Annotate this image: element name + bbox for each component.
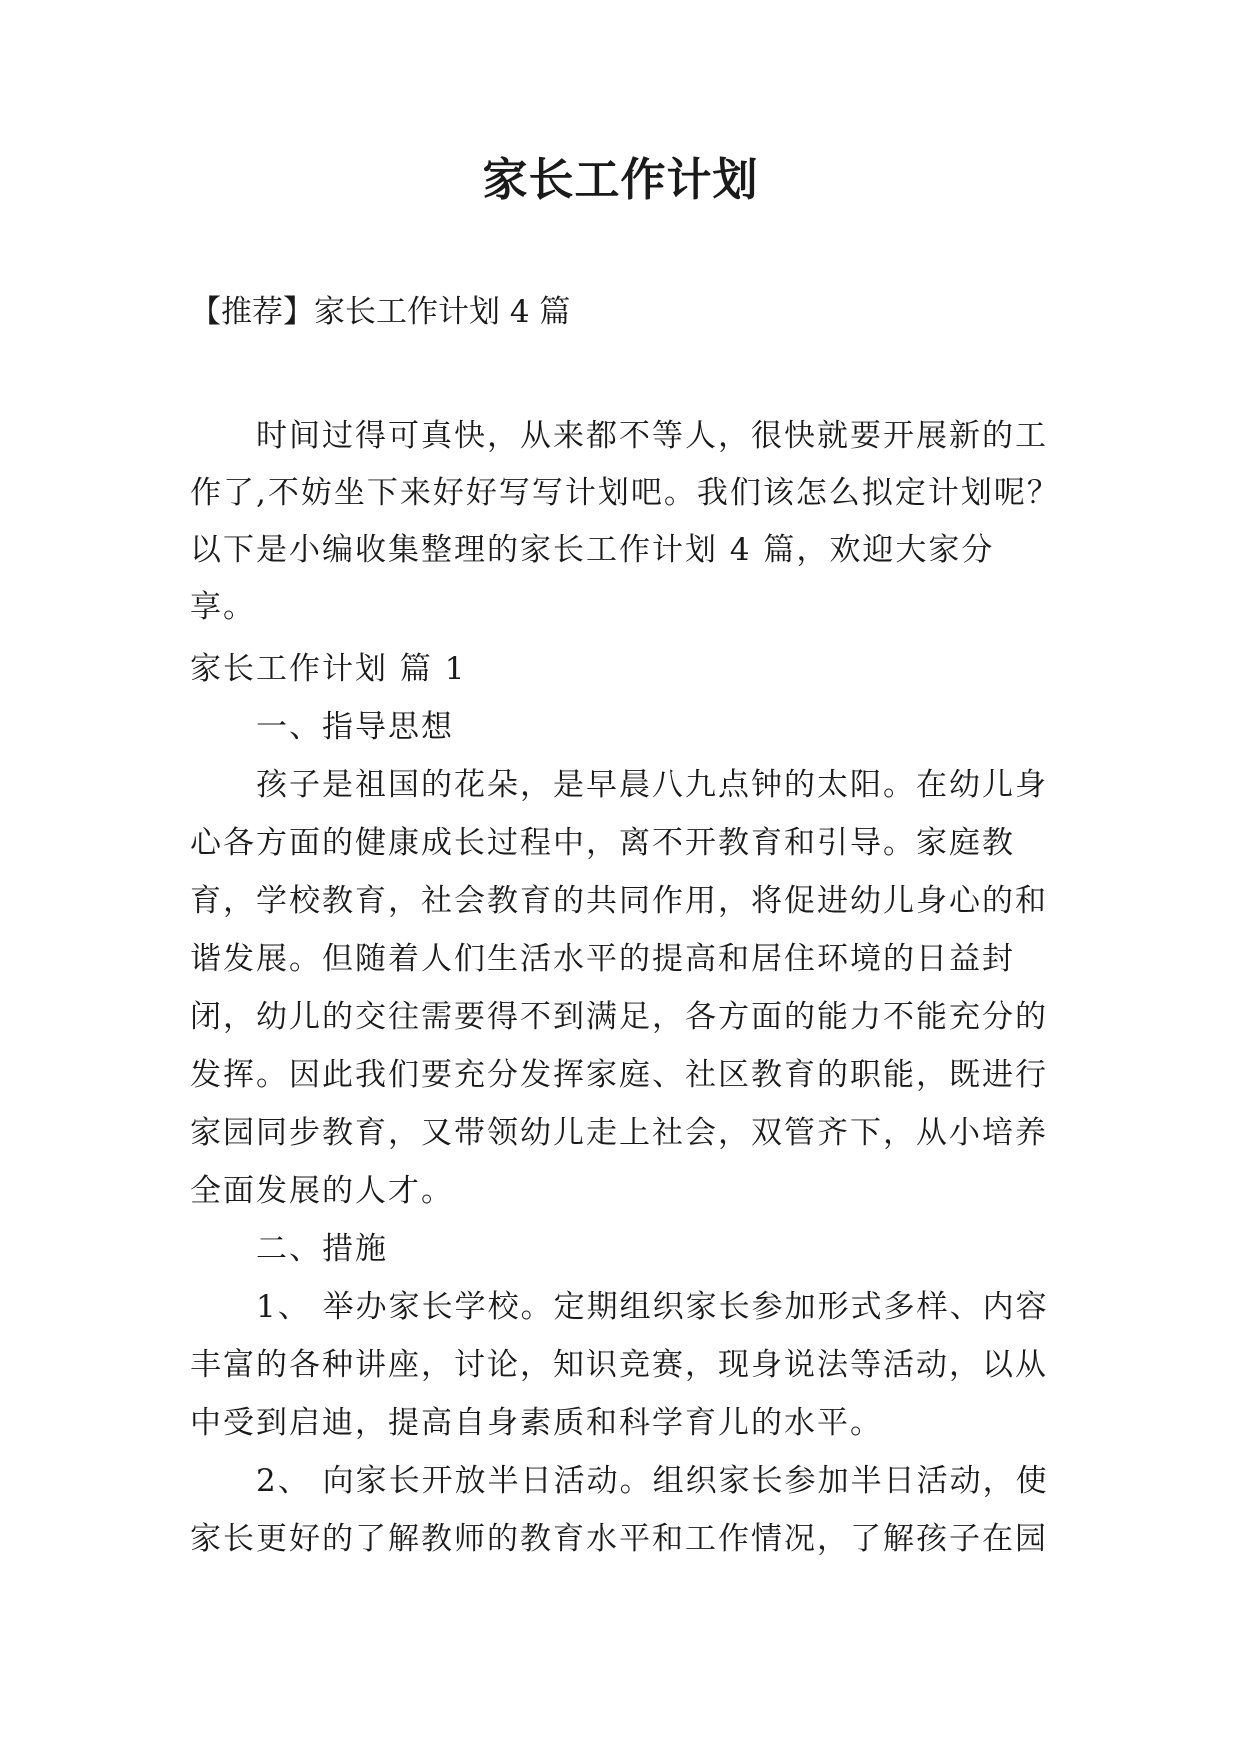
heading-measures: 二、措施 [256,1231,388,1267]
paragraph-guiding-thought: 孩子是祖国的花朵，是早晨八九点钟的太阳。在幼儿身心各方面的健康成长过程中，离不开教育和引导。家庭教育，学校教育，社会教育的共同作用，将促进幼儿身心的和谐发展。但随着人们生活水平的提高和居住环境的日益封闭，幼儿的交往需要得不到满足，各方面的能力不能充分的发挥。因此我们要充分发挥家庭、社区教育的职能，既进行家园同步教育，又带领幼儿走上社会，双管齐下，从小培养全面发展的人才。 [190,767,1048,1209]
intro-paragraph: 时间过得可真快，从来都不等人，很快就要开展新的工作了,不妨坐下来好好写写计划吧。我们该怎么拟定计划呢？以下是小编收集整理的家长工作计划 4 篇，欢迎大家分享。 [190,418,1060,625]
main-content [190,640,1060,1568]
section-heading: 家长工作计划 篇 1 [190,651,467,687]
document-title: 家长工作计划 [482,153,759,206]
measure-item-2: 2、 向家长开放半日活动。组织家长参加半日活动，使家长更好的了解教师的教育水平和工作情况，了解孩子在园 [190,1463,1049,1557]
document-subtitle: 【推荐】家长工作计划 4 篇 [190,294,571,330]
intro-block [190,408,1060,636]
measure-item-1: 1、 举办家长学校。定期组织家长参加形式多样、内容丰富的各种讲座，讨论，知识竞赛，现身说法等活动，以从中受到启迪，提高自身素质和科学育儿的水平。 [190,1289,1049,1441]
heading-guiding-thought: 一、指导思想 [256,709,454,745]
